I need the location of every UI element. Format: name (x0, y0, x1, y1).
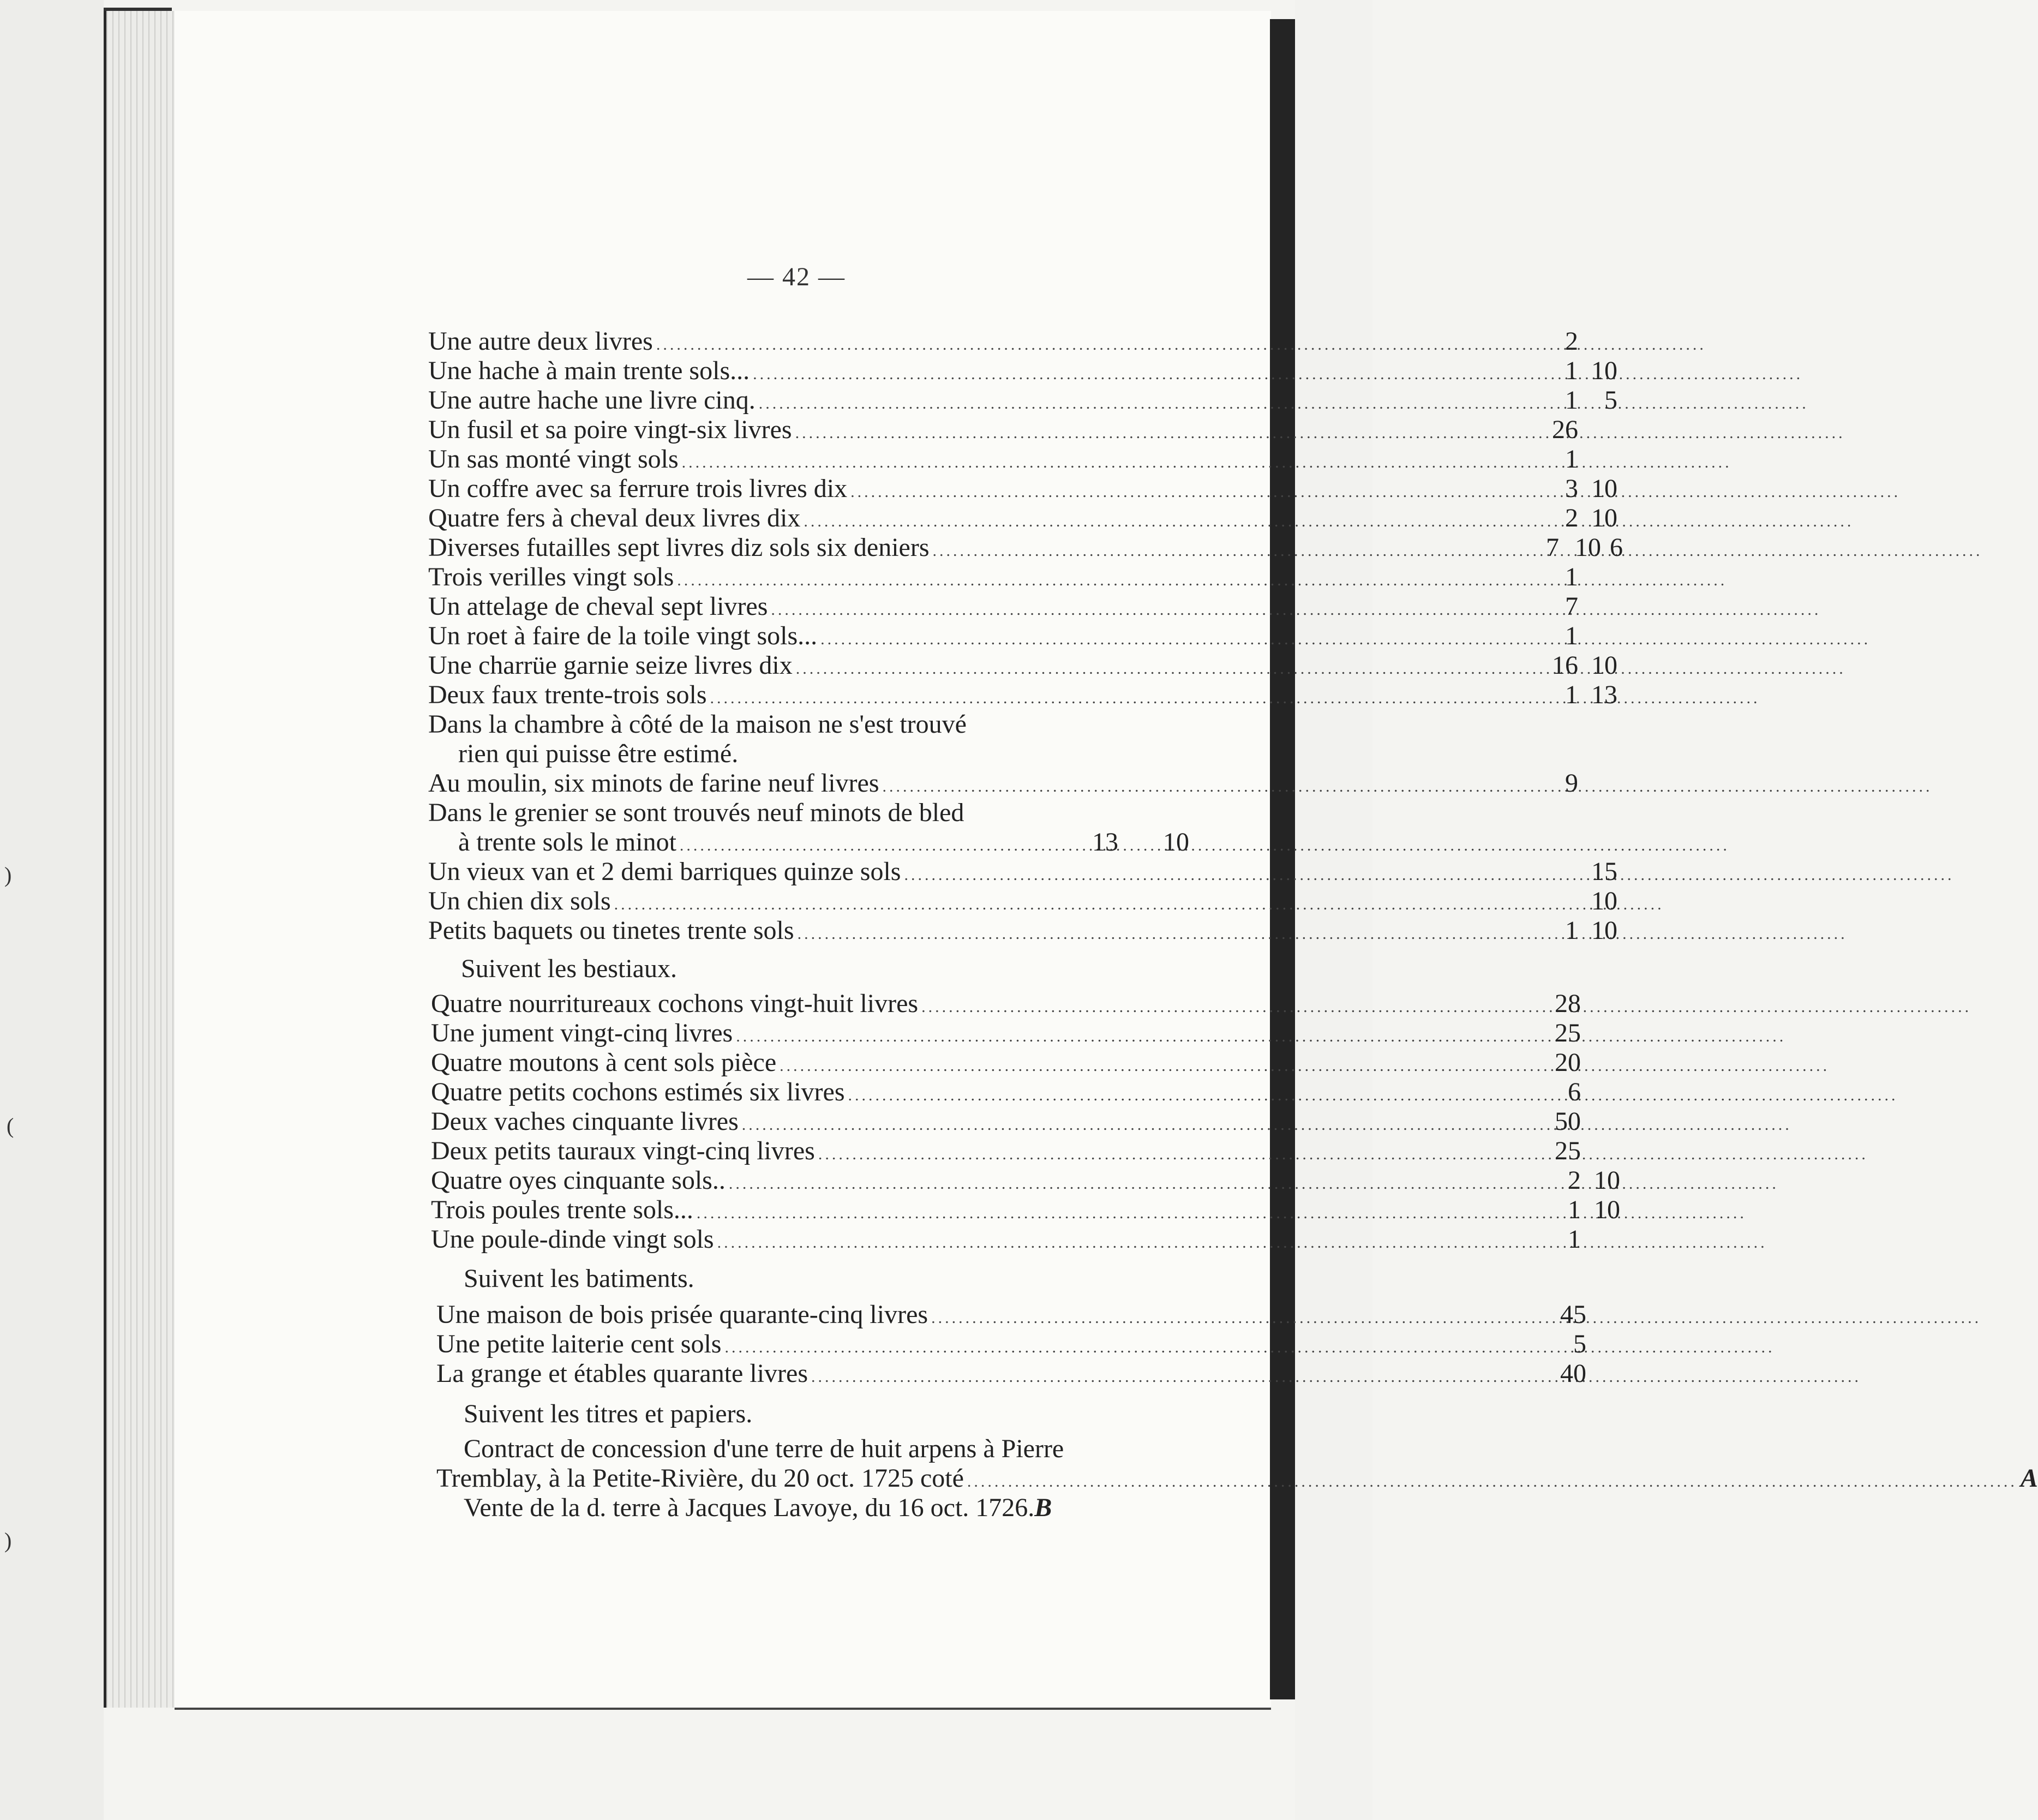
section-heading-titres: Suivent les titres et papiers. (464, 1399, 753, 1428)
entry-row: Un vieux van et 2 demi barriques quinze sols ..... 15 (428, 857, 1102, 887)
entry-row: Quatre nourritureaux cochons vingt-huit livres ..... 28 (431, 989, 1107, 1019)
contract-line-1: Contract de concession d'une terre de huit arpens à Pierre (464, 1434, 1064, 1463)
entry-row: La grange et étables quarante livres ..... 40 (436, 1358, 1107, 1389)
entry-row: Un fusil et sa poire vingt-six livres ..... 26 (428, 415, 1102, 445)
entry-row: Une autre deux livres ..... 2 (428, 326, 1102, 357)
contract-line-2: Tremblay, à la Petite-Rivière, du 20 oct. 1725 coté ..... A (436, 1463, 1192, 1494)
entry-row: Une maison de bois prisée quarante-cinq livres ..... 45 (436, 1300, 1107, 1330)
entry-row: Deux faux trente-trois sols ..... 1 13 (428, 680, 1102, 710)
book-fore-edge (104, 11, 177, 1708)
entry-row: Trois verilles vingt sols ..... 1 (428, 562, 1102, 592)
grenier-line-1: Dans le grenier se sont trouvés neuf minots de bled (428, 798, 964, 827)
chambre-line-2: rien qui puisse être estimé. (458, 739, 739, 768)
cote-a: A (2020, 1464, 2038, 1493)
entry-row: Une jument vingt-cinq livres ..... 25 (431, 1018, 1107, 1049)
entry-row: Deux vaches cinquante livres ..... 50 (431, 1106, 1107, 1137)
page-number: — 42 — (747, 262, 846, 291)
margin-mark: ) (4, 863, 12, 887)
entry-row: Deux petits tauraux vingt-cinq livres ..... 25 (431, 1136, 1107, 1166)
entry-row: Petits baquets ou tinetes trente sols ..... 1 10 (428, 915, 1102, 946)
entry-row: Une autre hache une livre cinq. ..... 1 5 (428, 385, 1102, 416)
entry-row: Un chien dix sols ..... 10 (428, 886, 1102, 917)
contract-line-3: Vente de la d. terre à Jacques Lavoye, du 16 oct. 1726.B (464, 1493, 1052, 1522)
entry-row: Une petite laiterie cent sols ..... 5 (436, 1329, 1107, 1360)
entry-row: Un attelage de cheval sept livres ..... 7 (428, 591, 1102, 622)
cote-b: B (1034, 1493, 1052, 1522)
entry-row-grenier: à trente sols le minot ..... 13 10 (458, 827, 1102, 858)
entry-row: Quatre petits cochons estimés six livres ..... 6 (431, 1077, 1107, 1107)
margin-mark: ( (7, 1113, 14, 1138)
entry-row: Un sas monté vingt sols ..... 1 (428, 444, 1102, 475)
entry-row: Trois poules trente sols... ..... 1 10 (431, 1195, 1107, 1225)
entry-row: Une hache à main trente sols... ..... 1 10 (428, 356, 1102, 386)
entry-row: Une charrüe garnie seize livres dix ..... 16 10 (428, 650, 1102, 681)
chambre-line-1: Dans la chambre à côté de la maison ne s'est trouvé (428, 710, 967, 739)
entry-row: Quatre moutons à cent sols pièce ..... 20 (431, 1047, 1107, 1078)
entry-row: Quatre oyes cinquante sols.. ..... 2 10 (431, 1165, 1107, 1196)
entry-row: Une poule-dinde vingt sols ..... 1 (431, 1224, 1107, 1255)
section-heading-bestiaux: Suivent les bestiaux. (461, 954, 677, 983)
section-heading-batiments: Suivent les batiments. (464, 1264, 694, 1293)
entry-row-moulin: Au moulin, six minots de farine neuf livres ..... 9 (428, 768, 1102, 799)
margin-mark: ) (4, 1528, 12, 1553)
scan-margin-left (0, 0, 104, 1820)
entry-row: Quatre fers à cheval deux livres dix ..... 2 10 (428, 503, 1102, 534)
entry-row: Un roet à faire de la toile vingt sols... ..... 1 (428, 621, 1102, 651)
entry-row: Diverses futailles sept livres diz sols six deniers ..... 7 10 6 (428, 532, 1102, 563)
entry-row: Un coffre avec sa ferrure trois livres dix ..... 3 10 (428, 474, 1102, 504)
